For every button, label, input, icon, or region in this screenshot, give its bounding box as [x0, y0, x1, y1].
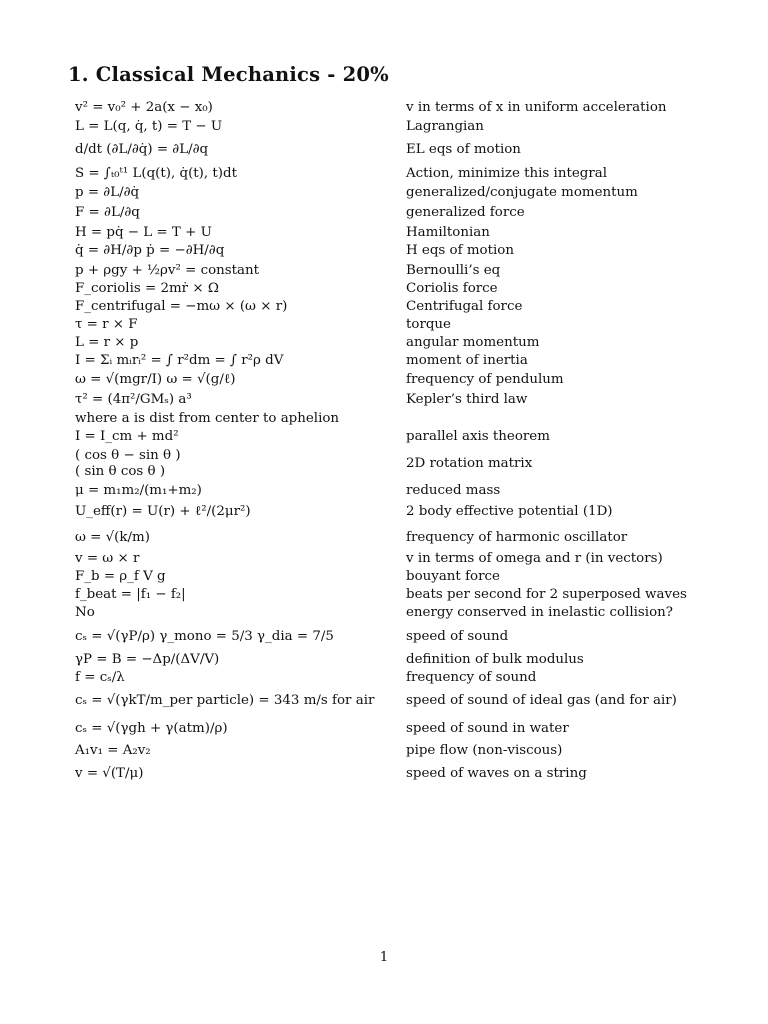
formula: S = ∫ₜ₀ᵗ¹ L(q(t), q̇(t), t)dt: [75, 166, 237, 181]
page-number: 1: [379, 950, 389, 965]
formula-description: definition of bulk modulus: [406, 652, 584, 667]
formula-description: generalized force: [406, 205, 525, 220]
formula-description: frequency of harmonic oscillator: [406, 530, 628, 545]
formula: μ = m₁m₂/(m₁+m₂): [75, 483, 202, 498]
formula-description: Action, minimize this integral: [406, 166, 608, 181]
formula-description: speed of sound in water: [406, 721, 569, 736]
formula-description: bouyant force: [406, 569, 500, 584]
formula: q̇ = ∂H/∂p ṗ = −∂H/∂q: [75, 243, 225, 258]
formula-description: 2D rotation matrix: [406, 456, 533, 471]
formula: cₛ = √(γgh + γ(atm)/ρ): [75, 721, 228, 736]
matrix-bottom-row: ( sin θ cos θ ): [75, 464, 166, 479]
formula: I = I_cm + md²: [75, 429, 179, 444]
formula-description: Lagrangian: [406, 119, 484, 134]
formula-description: torque: [406, 317, 451, 332]
formula-description: parallel axis theorem: [406, 429, 550, 444]
formula: ω = √(k/m): [75, 530, 150, 545]
formula-description: Hamiltonian: [406, 225, 490, 240]
formula: cₛ = √(γkT/m_per particle) = 343 m/s for air: [75, 693, 375, 708]
formula: No: [75, 605, 95, 620]
formula: F_centrifugal = −mω × (ω × r): [75, 299, 288, 314]
formula: cₛ = √(γP/ρ) γ_mono = 5/3 γ_dia = 7/5: [75, 629, 334, 644]
formula: τ = r × F: [75, 317, 138, 332]
formula-description: v in terms of omega and r (in vectors): [406, 551, 663, 566]
formula-description: generalized/conjugate momentum: [406, 185, 638, 200]
formula: v = ω × r: [75, 551, 140, 566]
formula: γP = B = −Δp/(ΔV/V): [75, 652, 220, 667]
formula: p = ∂L/∂q̇: [75, 185, 140, 200]
formula: f_beat = |f₁ − f₂|: [75, 587, 186, 602]
formula-description: 2 body effective potential (1D): [406, 504, 613, 519]
formula-description: frequency of pendulum: [406, 372, 564, 387]
formula: F_b = ρ_f V g: [75, 569, 166, 584]
formula-description: speed of waves on a string: [406, 766, 587, 781]
formula-description: v in terms of x in uniform acceleration: [406, 100, 667, 115]
formula: τ² = (4π²/GMₛ) a³: [75, 392, 192, 407]
formula: ω = √(mgr/I) ω = √(g/ℓ): [75, 372, 236, 387]
formula-description: angular momentum: [406, 335, 540, 350]
formula-description: reduced mass: [406, 483, 501, 498]
formula-description: beats per second for 2 superposed waves: [406, 587, 687, 602]
formula-description: pipe flow (non-viscous): [406, 743, 563, 758]
formula: f = cₛ/λ: [75, 670, 125, 685]
formula-description: Coriolis force: [406, 281, 498, 296]
formula: I = Σᵢ mᵢrᵢ² = ∫ r²dm = ∫ r²ρ dV: [75, 353, 284, 368]
formula-description: energy conserved in inelastic collision?: [406, 605, 673, 620]
formula: H = pq̇ − L = T + U: [75, 225, 212, 240]
formula: L = r × p: [75, 335, 139, 350]
formula: v = √(T/μ): [75, 766, 144, 781]
formula-description: H eqs of motion: [406, 243, 514, 258]
formula: where a is dist from center to aphelion: [75, 411, 340, 426]
formula: A₁v₁ = A₂v₂: [75, 743, 151, 758]
section-heading: 1. Classical Mechanics - 20%: [68, 63, 389, 86]
formula-description: Bernoulli’s eq: [406, 263, 501, 278]
formula-description: moment of inertia: [406, 353, 528, 368]
formula: p + ρgy + ½ρv² = constant: [75, 263, 259, 278]
matrix-top-row: ( cos θ − sin θ ): [75, 448, 181, 463]
formula-description: frequency of sound: [406, 670, 537, 685]
formula: F = ∂L/∂q: [75, 205, 140, 220]
formula: L = L(q, q̇, t) = T − U: [75, 119, 223, 134]
formula: d/dt (∂L/∂q̇) = ∂L/∂q: [75, 142, 209, 157]
formula: F_coriolis = 2mṙ × Ω: [75, 281, 219, 296]
formula-description: Kepler’s third law: [406, 392, 528, 407]
formula-description: Centrifugal force: [406, 299, 523, 314]
formula-description: speed of sound of ideal gas (and for air): [406, 693, 677, 708]
formula-description: speed of sound: [406, 629, 509, 644]
formula: U_eff(r) = U(r) + ℓ²/(2μr²): [75, 504, 251, 519]
formula: v² = v₀² + 2a(x − x₀): [75, 100, 213, 115]
formula-description: EL eqs of motion: [406, 142, 521, 157]
